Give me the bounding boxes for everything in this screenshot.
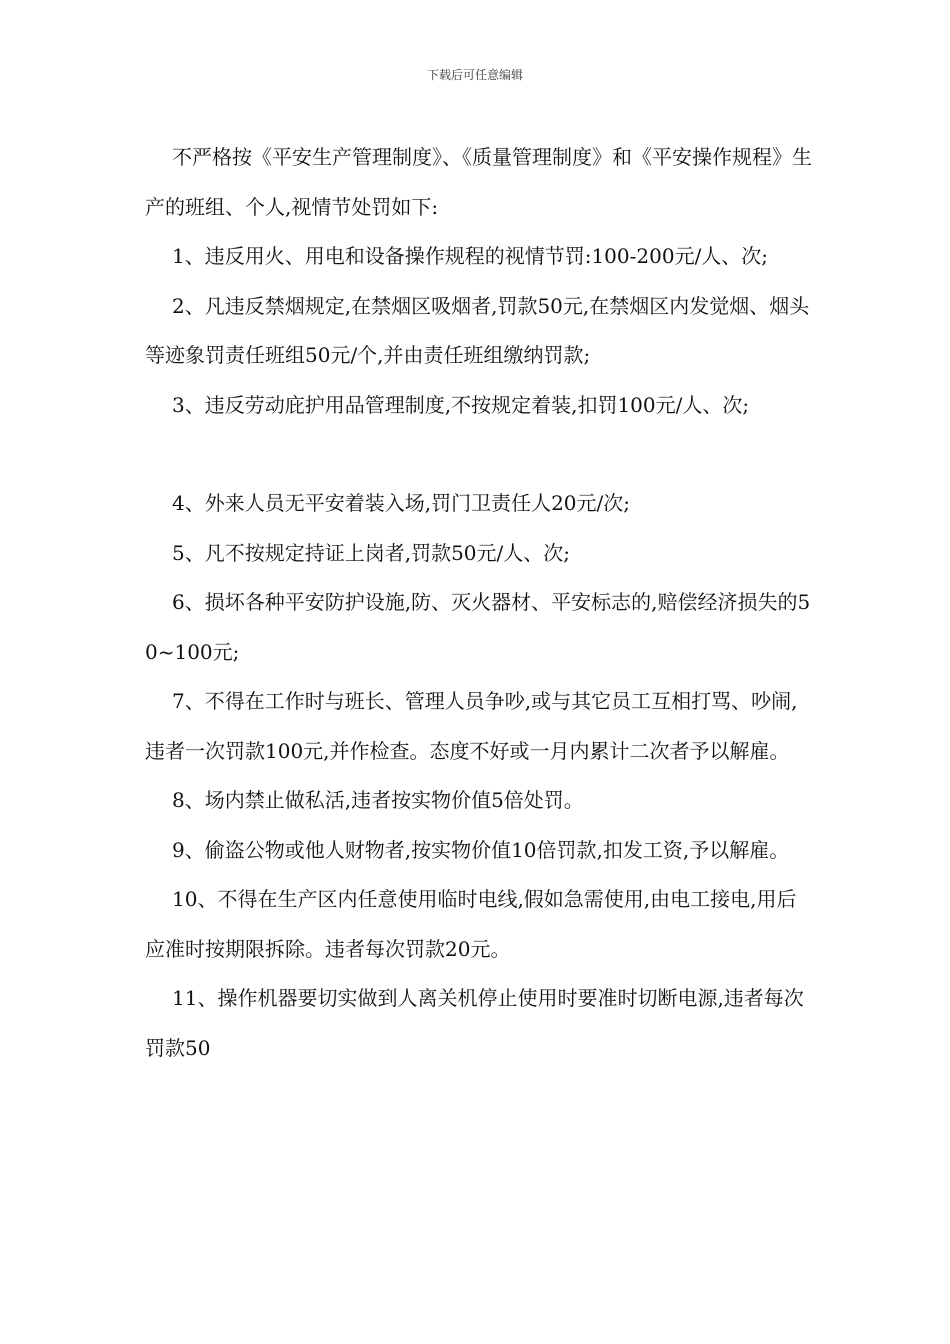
page-header: 下载后可任意编辑 (426, 68, 523, 82)
paragraph-rule-3: 3、违反劳动庇护用品管理制度,不按规定着装,扣罚100元/人、次; (172, 392, 750, 417)
paragraph-intro: 不严格按《平安生产管理制度》、《质量管理制度》和《平安操作规程》生产的班组、个人,视情节处罚如下: (145, 145, 812, 219)
paragraph-rule-7: 7、不得在工作时与班长、管理人员争吵,或与其它员工互相打骂、吵闹,违者一次罚款100元,并作检查。态度不好或一月内累计二次者予以解雇。 (145, 689, 798, 763)
paragraph-rule-1: 1、违反用火、用电和设备操作规程的视情节罚:100-200元/人、次; (172, 244, 769, 268)
paragraph-rule-4: 4、外来人员无平安着装入场,罚门卫责任人20元/次; (172, 491, 631, 515)
paragraph-rule-8: 8、场内禁止做私活,违者按实物价值5倍处罚。 (172, 788, 584, 812)
paragraph-rule-11: 11、操作机器要切实做到人离关机停止使用时要准时切断电源,违者每次罚款50 (145, 986, 804, 1060)
paragraph-rule-5: 5、凡不按规定持证上岗者,罚款50元/人、次; (172, 540, 571, 565)
paragraph-rule-6: 6、损坏各种平安防护设施,防、灭火器材、平安标志的,赔偿经济损失的50~100元; (145, 590, 811, 664)
paragraph-rule-2: 2、凡违反禁烟规定,在禁烟区吸烟者,罚款50元,在禁烟区内发觉烟、烟头等迹象罚责任班组50元/个,并由责任班组缴纳罚款; (145, 293, 810, 367)
paragraph-rule-9: 9、偷盗公物或他人财物者,按实物价值10倍罚款,扣发工资,予以解雇。 (172, 837, 790, 862)
paragraph-rule-10: 10、不得在生产区内任意使用临时电线,假如急需使用,由电工接电,用后应准时按期限拆除。违者每次罚款20元。 (145, 887, 797, 961)
document-body (145, 133, 815, 1073)
